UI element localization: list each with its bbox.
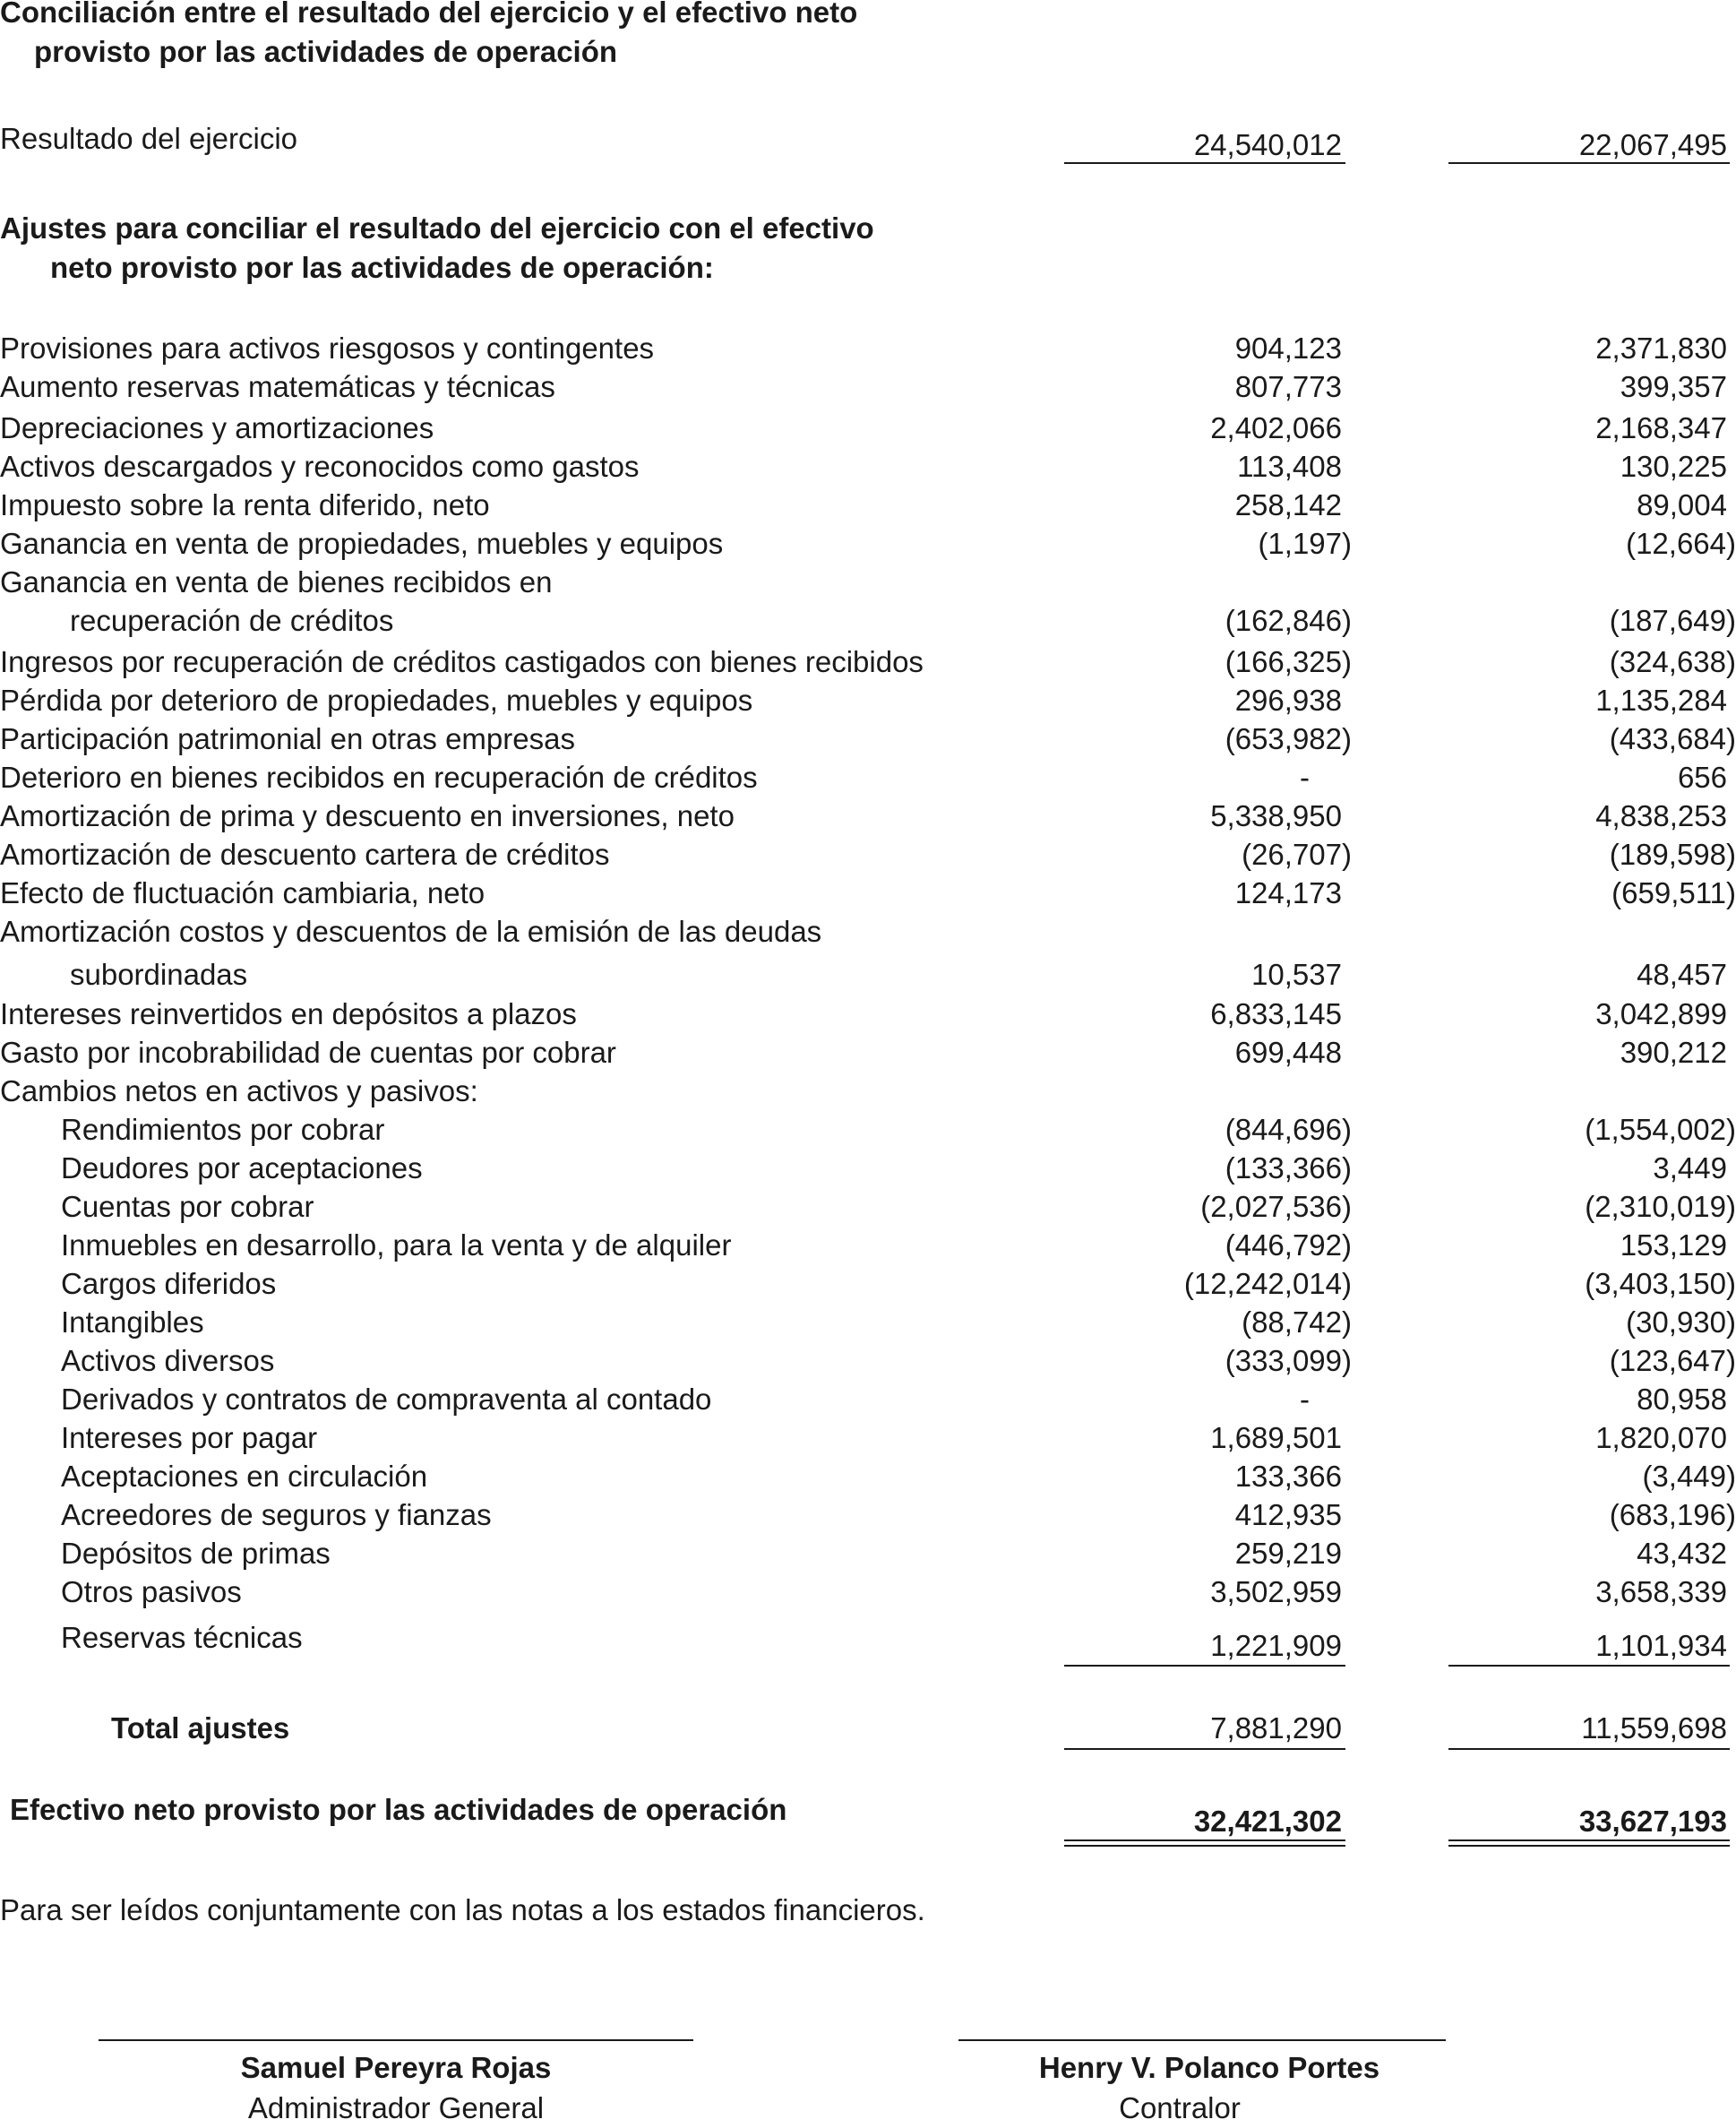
item-value-col2: (1,554,002) bbox=[1585, 1113, 1736, 1146]
item-value-col2: (30,930) bbox=[1626, 1305, 1736, 1339]
item-value-col1: 10,537 bbox=[1251, 958, 1342, 991]
item-value-col1: (133,366) bbox=[1225, 1151, 1352, 1185]
adjustments-title-line2: neto provisto por las actividades de operación: bbox=[50, 251, 714, 284]
item-value-col2: (189,598) bbox=[1609, 838, 1736, 871]
item-label: Cuentas por cobrar bbox=[61, 1190, 314, 1223]
item-value-col1: 258,142 bbox=[1234, 488, 1342, 521]
item-row bbox=[0, 1572, 1736, 1612]
item-row bbox=[0, 1495, 1736, 1535]
item-value-col2: 1,820,070 bbox=[1595, 1421, 1727, 1454]
item-value-col1: (12,242,014) bbox=[1183, 1267, 1352, 1300]
item-label: Amortización de descuento cartera de créditos bbox=[0, 838, 610, 871]
item-row bbox=[0, 642, 1736, 682]
item-value-col2: (187,649) bbox=[1609, 604, 1736, 637]
item-row bbox=[0, 1264, 1736, 1304]
item-label: Ingresos por recuperación de créditos castigados con bienes recibidos bbox=[0, 645, 924, 678]
total-rule-col1 bbox=[1064, 1748, 1345, 1750]
item-value-col2: 1,135,284 bbox=[1595, 684, 1727, 717]
item-label: Deudores por aceptaciones bbox=[61, 1151, 423, 1185]
item-value-col2: 3,449 bbox=[1653, 1151, 1727, 1185]
item-label: Ganancia en venta de propiedades, muebles y equipos bbox=[0, 527, 724, 560]
item-value-col2: 399,357 bbox=[1620, 370, 1727, 403]
item-value-col2: 390,212 bbox=[1620, 1036, 1727, 1069]
net-income-value-col1: 24,540,012 bbox=[1193, 128, 1342, 161]
item-row bbox=[0, 367, 1736, 407]
item-row bbox=[0, 409, 1736, 448]
item-value-col1: 904,123 bbox=[1234, 332, 1342, 365]
item-value-col2: 130,225 bbox=[1620, 450, 1727, 483]
net-income-rule-col1 bbox=[1064, 162, 1345, 164]
item-row bbox=[0, 758, 1736, 797]
item-value-col1: 6,833,145 bbox=[1210, 997, 1342, 1030]
item-label: Ganancia en venta de bienes recibidos en bbox=[0, 565, 553, 599]
item-value-col1: 113,408 bbox=[1237, 450, 1342, 483]
item-row bbox=[0, 995, 1736, 1034]
total-adjustments-label: Total ajustes bbox=[111, 1711, 290, 1745]
item-value-col1: 412,935 bbox=[1234, 1498, 1342, 1531]
item-row bbox=[0, 1226, 1736, 1265]
item-row bbox=[0, 1072, 1736, 1111]
item-row bbox=[0, 912, 1736, 952]
item-label: Amortización de prima y descuento en inversiones, neto bbox=[0, 799, 735, 832]
item-label: Impuesto sobre la renta diferido, neto bbox=[0, 488, 490, 521]
item-row-values bbox=[0, 1626, 1736, 1666]
signature-role-left: Administrador General bbox=[247, 2091, 545, 2124]
item-value-col2: (3,449) bbox=[1642, 1460, 1736, 1493]
item-label: Pérdida por deterioro de propiedades, muebles y equipos bbox=[0, 684, 753, 717]
item-label: Intangibles bbox=[61, 1305, 204, 1339]
item-value-col1: 259,219 bbox=[1234, 1537, 1342, 1570]
item-row bbox=[0, 955, 1736, 995]
total-rule-col2 bbox=[1448, 1748, 1730, 1750]
item-value-col2: 153,129 bbox=[1620, 1228, 1727, 1262]
signature-line-left bbox=[99, 2039, 693, 2041]
net-income-label: Resultado del ejercicio bbox=[0, 122, 298, 155]
item-value-col1: (166,325) bbox=[1225, 645, 1352, 678]
net-income-rule-col2 bbox=[1448, 162, 1730, 164]
item-value-col1: - bbox=[1300, 761, 1310, 794]
item-value-col2: (3,403,150) bbox=[1585, 1267, 1736, 1300]
net-cash-double-rule-col2 bbox=[1448, 1839, 1730, 1847]
item-value-col1: - bbox=[1300, 1383, 1310, 1416]
item-label: Acreedores de seguros y fianzas bbox=[61, 1498, 492, 1531]
signature-name-left: Samuel Pereyra Rojas bbox=[240, 2051, 552, 2084]
adjustments-title bbox=[0, 209, 874, 288]
item-row bbox=[0, 1187, 1736, 1227]
section-title bbox=[0, 0, 857, 72]
item-value-col1: 296,938 bbox=[1234, 684, 1342, 717]
item-label: Efecto de fluctuación cambiaria, neto bbox=[0, 876, 486, 909]
item-row bbox=[0, 719, 1736, 759]
item-value-col2: 4,838,253 bbox=[1595, 799, 1727, 832]
item-row bbox=[0, 1534, 1736, 1573]
item-label: Gasto por incobrabilidad de cuentas por cobrar bbox=[0, 1036, 616, 1069]
item-label: Depósitos de primas bbox=[61, 1537, 331, 1570]
total-adjustments-row bbox=[0, 1709, 1736, 1748]
item-value-col1: 5,338,950 bbox=[1210, 799, 1342, 832]
item-label: Depreciaciones y amortizaciones bbox=[0, 411, 434, 444]
net-cash-value-col2: 33,627,193 bbox=[1578, 1805, 1727, 1838]
item-value-col1: 1,689,501 bbox=[1210, 1421, 1342, 1454]
item-row bbox=[0, 524, 1736, 564]
item-row bbox=[0, 563, 1736, 602]
item-row bbox=[0, 1418, 1736, 1458]
net-income-value-col2: 22,067,495 bbox=[1578, 128, 1727, 161]
item-value-col1: (2,027,536) bbox=[1200, 1190, 1352, 1223]
item-row bbox=[0, 486, 1736, 525]
section-title-line2: provisto por las actividades de operación bbox=[34, 35, 618, 68]
item-value-col2: 3,042,899 bbox=[1595, 997, 1727, 1030]
item-row bbox=[0, 835, 1736, 874]
subtotal-rule-col2 bbox=[1448, 1665, 1730, 1667]
item-value-col1: (26,707) bbox=[1242, 838, 1352, 871]
item-row bbox=[0, 1457, 1736, 1496]
item-value-col2: (683,196) bbox=[1609, 1498, 1736, 1531]
item-value-col2: 1,101,934 bbox=[1595, 1629, 1727, 1662]
item-value-col1: 699,448 bbox=[1234, 1036, 1342, 1069]
net-cash-value-col1: 32,421,302 bbox=[1193, 1805, 1342, 1838]
item-label: Reservas técnicas bbox=[61, 1621, 303, 1654]
item-value-col1: (446,792) bbox=[1225, 1228, 1352, 1262]
item-label: Participación patrimonial en otras empresas bbox=[0, 722, 575, 755]
item-value-col2: 48,457 bbox=[1637, 958, 1727, 991]
item-row bbox=[0, 1110, 1736, 1150]
item-row bbox=[0, 874, 1736, 913]
subtotal-rule-col1 bbox=[1064, 1665, 1345, 1667]
item-label: Activos diversos bbox=[61, 1344, 275, 1377]
signature-name-right: Henry V. Polanco Portes bbox=[1038, 2051, 1380, 2084]
item-label: Intereses reinvertidos en depósitos a plazos bbox=[0, 997, 577, 1030]
item-label: Activos descargados y reconocidos como gastos bbox=[0, 450, 640, 483]
item-row bbox=[0, 1033, 1736, 1073]
total-adjustments-value-col1: 7,881,290 bbox=[1210, 1711, 1342, 1745]
item-value-col1: 1,221,909 bbox=[1210, 1629, 1342, 1662]
item-row bbox=[0, 1341, 1736, 1381]
item-row bbox=[0, 601, 1736, 641]
item-label: Aumento reservas matemáticas y técnicas bbox=[0, 370, 555, 403]
signature-role-right: Contralor bbox=[1119, 2091, 1241, 2124]
item-value-col1: (162,846) bbox=[1225, 604, 1352, 637]
item-value-col2: 43,432 bbox=[1637, 1537, 1727, 1570]
item-label: Provisiones para activos riesgosos y contingentes bbox=[0, 332, 655, 365]
item-label: Deterioro en bienes recibidos en recuperación de créditos bbox=[0, 761, 758, 794]
item-value-col1: (333,099) bbox=[1225, 1344, 1352, 1377]
signature-line-right bbox=[958, 2039, 1446, 2041]
item-label: Amortización costos y descuentos de la emisión de las deudas bbox=[0, 915, 822, 948]
adjustments-title-line1: Ajustes para conciliar el resultado del ejercicio con el efectivo bbox=[0, 211, 874, 245]
item-row bbox=[0, 329, 1736, 368]
item-value-col2: 89,004 bbox=[1637, 488, 1727, 521]
net-income-values bbox=[0, 125, 1736, 165]
net-cash-double-rule-col1 bbox=[1064, 1839, 1345, 1847]
item-value-col2: 2,168,347 bbox=[1595, 411, 1727, 444]
item-row bbox=[0, 681, 1736, 720]
item-label: Rendimientos por cobrar bbox=[61, 1113, 385, 1146]
net-cash-values bbox=[0, 1802, 1736, 1841]
item-label: Intereses por pagar bbox=[61, 1421, 318, 1454]
item-value-col2: (12,664) bbox=[1626, 527, 1736, 560]
item-row bbox=[0, 1380, 1736, 1419]
item-value-col2: (123,647) bbox=[1609, 1344, 1736, 1377]
item-value-col1: (88,742) bbox=[1242, 1305, 1352, 1339]
item-label: Otros pasivos bbox=[61, 1575, 242, 1608]
item-value-col2: 3,658,339 bbox=[1595, 1575, 1727, 1608]
item-value-col2: 2,371,830 bbox=[1595, 332, 1727, 365]
item-value-col2: (324,638) bbox=[1609, 645, 1736, 678]
total-adjustments-value-col2: 11,559,698 bbox=[1581, 1711, 1727, 1745]
item-label: Aceptaciones en circulación bbox=[61, 1460, 428, 1493]
item-value-col1: 124,173 bbox=[1234, 876, 1342, 909]
item-value-col1: 3,502,959 bbox=[1210, 1575, 1342, 1608]
item-label: Cambios netos en activos y pasivos: bbox=[0, 1074, 478, 1107]
section-title-line1: Conciliación entre el resultado del ejercicio y el efectivo neto bbox=[0, 0, 858, 29]
item-value-col1: (653,982) bbox=[1225, 722, 1352, 755]
item-row bbox=[0, 447, 1736, 487]
item-row bbox=[0, 1149, 1736, 1188]
item-label: Inmuebles en desarrollo, para la venta y de alquiler bbox=[61, 1228, 732, 1262]
item-value-col1: 133,366 bbox=[1234, 1460, 1342, 1493]
item-value-col1: (844,696) bbox=[1225, 1113, 1352, 1146]
item-label: Derivados y contratos de compraventa al contado bbox=[61, 1383, 712, 1416]
footnote: Para ser leídos conjuntamente con las notas a los estados financieros. bbox=[0, 1893, 925, 1926]
item-value-col2: (659,511) bbox=[1611, 876, 1736, 909]
item-value-col1: (1,197) bbox=[1258, 527, 1352, 560]
net-cash-label: Efectivo neto provisto por las actividades de operación bbox=[10, 1793, 787, 1826]
item-value-col2: 656 bbox=[1677, 761, 1727, 794]
item-value-col1: 2,402,066 bbox=[1210, 411, 1342, 444]
item-value-col2: (2,310,019) bbox=[1585, 1190, 1736, 1223]
item-value-col2: (433,684) bbox=[1609, 722, 1736, 755]
item-label: recuperación de créditos bbox=[70, 604, 394, 637]
item-label: subordinadas bbox=[70, 958, 248, 991]
item-label: Cargos diferidos bbox=[61, 1267, 277, 1300]
item-value-col2: 80,958 bbox=[1637, 1383, 1727, 1416]
item-row bbox=[0, 797, 1736, 836]
item-row bbox=[0, 1303, 1736, 1342]
item-value-col1: 807,773 bbox=[1234, 370, 1342, 403]
